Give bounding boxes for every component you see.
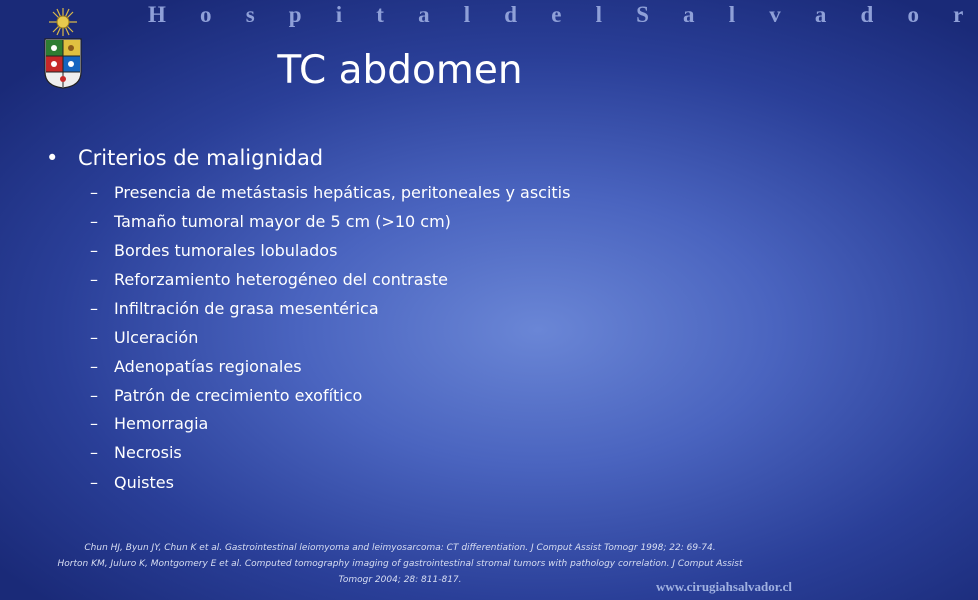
list-item-text: Bordes tumorales lobulados [114, 241, 338, 260]
list-item-text: Presencia de metástasis hepáticas, peritoneales y ascitis [114, 183, 571, 202]
dash-icon: – [90, 473, 98, 492]
list-item-text: Patrón de crecimiento exofítico [114, 386, 363, 405]
reference-line: Horton KM, Juluro K, Montgomery E et al. Computed tomography imaging of gastrointestinal stromal tumors with pathology correlation. J Comput Assist [57, 559, 743, 569]
dash-icon: – [90, 357, 98, 376]
slide-title: TC abdomen [277, 48, 523, 93]
list-item-text: Ulceración [114, 328, 199, 347]
hospital-name-header: H o s p i t a l d e l S a l v a d o r [148, 2, 978, 27]
list-item-text: Infiltración de grasa mesentérica [114, 299, 379, 318]
reference-line: Chun HJ, Byun JY, Chun K et al. Gastrointestinal leiomyoma and leimyosarcoma: CT differentiation. J Comput Assist Tomogr 1998; 22: 69-74. [84, 543, 716, 553]
dash-icon: – [90, 241, 98, 260]
list-item-text: Adenopatías regionales [114, 357, 302, 376]
list-item-text: Quistes [114, 473, 174, 492]
dash-icon: – [90, 183, 98, 202]
dash-icon: – [90, 386, 98, 405]
dash-icon: – [90, 443, 98, 462]
list-item-text: Reforzamiento heterogéneo del contraste [114, 270, 448, 289]
bullet-dot-icon: • [46, 146, 59, 170]
dash-icon: – [90, 270, 98, 289]
dash-icon: – [90, 212, 98, 231]
main-bullet-text: Criterios de malignidad [78, 146, 324, 170]
list-item-text: Hemorragia [114, 414, 209, 433]
list-item-text: Tamaño tumoral mayor de 5 cm (>10 cm) [114, 212, 451, 231]
list-item-text: Necrosis [114, 443, 182, 462]
dash-icon: – [90, 299, 98, 318]
reference-line: Tomogr 2004; 28: 811-817. [338, 575, 462, 585]
dash-icon: – [90, 414, 98, 433]
website-url: www.cirugiahsalvador.cl [655, 579, 792, 594]
dash-icon: – [90, 328, 98, 347]
